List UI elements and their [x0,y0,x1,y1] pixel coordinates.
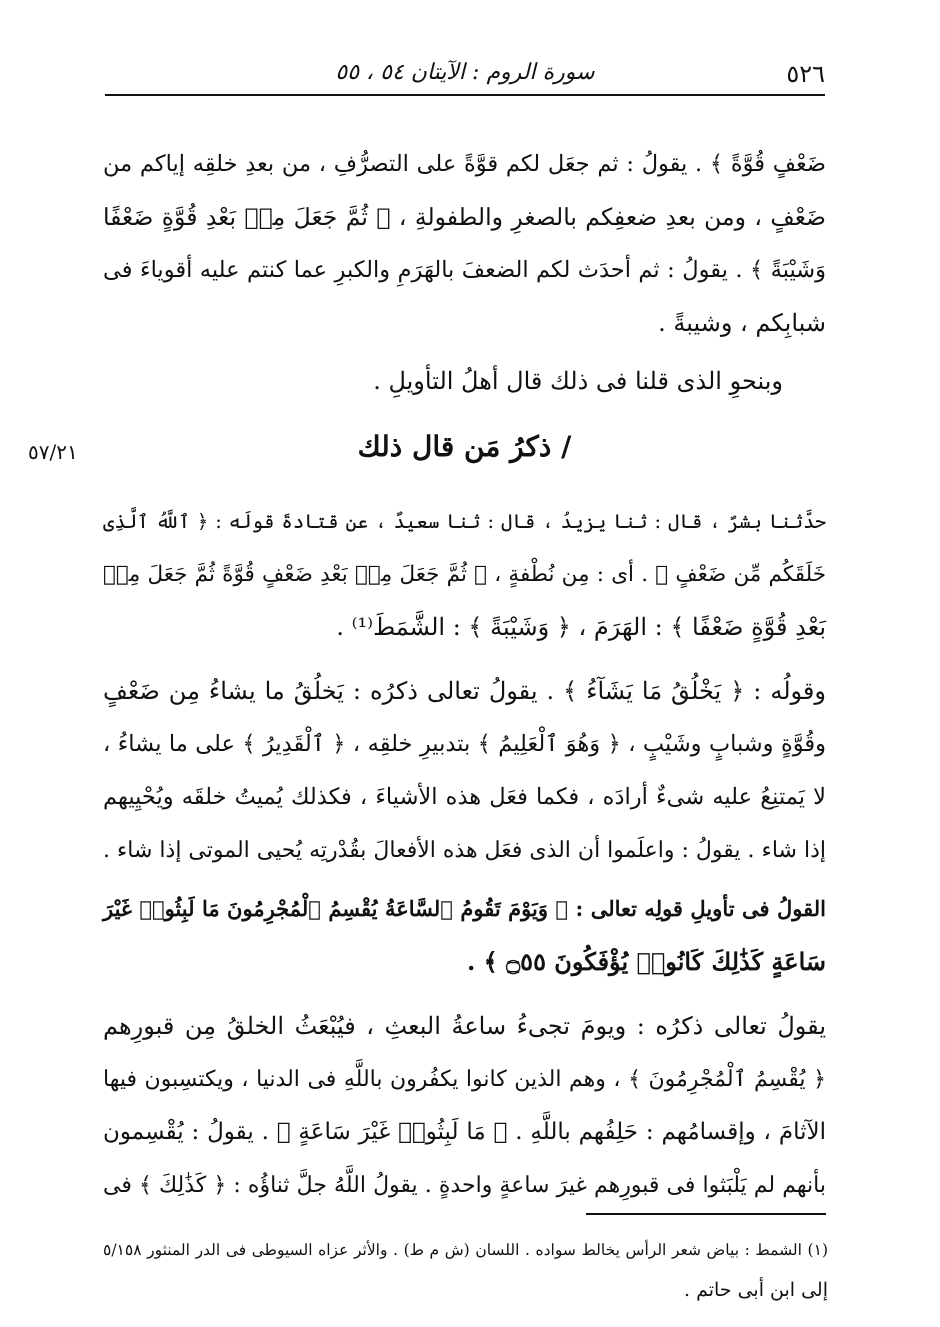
page-number: ٥٢٦ [786,60,825,88]
text-line: وقولُه : ﴿ يَخْلُقُ مَا يَشَآءُ ﴾ . يقولُ تعالى ذكرُه : يَخلُقُ ما يشاءُ مِن ضَعْفٍ [103,677,826,705]
section-subheading: / ذكرُ مَن قال ذلك [357,430,572,463]
hadith-paragraph [103,495,826,654]
text-line: لا يَمتنِعُ عليه شىءٌ أرادَه ، فكما فعَل هذه الأشياءَ ، فكذلك يُميتُ خلقَه ويُحْيِيهم [103,784,826,810]
paragraph-2 [103,355,783,408]
text-line: وقُوَّةٍ وشبابٍ وشَيْبٍ ، ﴿ وَهُوَ ٱلْعَلِيمُ ﴾ بتدبيرِ خلقِه ، ﴿ ٱلْقَدِيرُ ﴾ على ما يشاءُ ، [103,731,826,757]
text-line: خَلَقَكُم مِّن ضَعْفٍ ﴾ . أى : مِن نُطْفةٍ ، ﴿ ثُمَّ جَعَلَ مِنۢ بَعْدِ ضَعْفٍ قُوَّةً ثُمَّ جَعَلَ مِنۢ [103,562,826,587]
paragraph-4 [103,1000,826,1212]
text-line: إذا شاء . يقولُ : واعلَموا أن الذى فعَل هذه الأفعالَ بقُدْرتِه يُحيى الموتى إذا شاء . [102,838,826,863]
footnote-line: (١) الشمط : بياض شعر الرأس يخالط سواده . اللسان (ش م ط) . والأثر عزاه السيوطى فى الدر المنثور ٥/١٥٨ [103,1241,828,1259]
text-line: ضَعْفٍ ، ومن بعدِ ضعفِكم بالصغرِ والطفولةِ ، ﴿ ثُمَّ جَعَلَ مِنۢ بَعْدِ قُوَّةٍ ضَعْفًا [103,203,826,231]
running-title: سورة الروم : الآيتان ٥٤ ، ٥٥ [335,60,595,85]
text-line: وبنحوِ الذى قلنا فى ذلك قال أهلُ التأويلِ . [373,367,783,395]
text-line: ضَعْفٍ قُوَّةً ﴾ . يقولُ : ثم جعَل لكم قوَّةً على التصرُّفِ ، من بعدِ خلقِه إياكم من [103,151,826,177]
text-line: الآثامَ ، وإقسامُهم : حَلِفُهم باللَّهِ . ﴿ مَا لَبِثُوا۟ غَيْرَ سَاعَةٍ ﴾ . يقولُ : يُقْسِمون [103,1119,826,1145]
text-line: بَعْدِ قُوَّةٍ ضَعْفًا ﴾ : الهَرَمَ ، ﴿ وَشَيْبَةً ﴾ : الشَّمَطَ⁽¹⁾ . [336,613,826,641]
page-header [105,52,825,96]
margin-reference: ٥٧/٢١ [28,440,78,464]
paragraph-1 [103,138,826,350]
paragraph-3 [103,665,826,877]
text-line: بأنهم لم يَلْبَثوا فى قبورِهم غيرَ ساعةٍ واحدةٍ . يقولُ اللَّهُ جلَّ ثناؤُه : ﴿ كَذَٰلِكَ ﴾ فى [103,1173,826,1198]
text-line: القولُ فى تأويلِ قولِه تعالى : ﴿ وَيَوْمَ تَقُومُ ٱلسَّاعَةُ يُقْسِمُ ٱلْمُجْرِمُونَ مَا لَبِثُوا۟ غَيْرَ [103,896,826,921]
text-line: سَاعَةٍ كَذَٰلِكَ كَانُوا۟ يُؤْفَكُونَ ۝٥٥ ﴾ . [466,947,826,976]
footnotes [103,1230,828,1310]
text-line: حدَّثنا بشرٌ ، قال : ثنا يزيدُ ، قال : ثنا سعيدٌ ، عن قتادةَ قولَه : ﴿ ٱللَّهُ ٱلَّذِى [103,510,826,533]
footnote-rule [586,1213,826,1215]
text-line: ﴿ يُقْسِمُ ٱلْمُجْرِمُونَ ﴾ ، وهم الذين كانوا يكفُرون باللَّهِ فى الدنيا ، ويكتسِبون فيها [103,1067,826,1092]
text-line: شبابِكم ، وشيبةً . [658,309,826,337]
text-line: يقولُ تعالى ذكرُه : ويومَ تجىءُ ساعةُ البعثِ ، فيُبْعَثُ الخلقُ مِن قبورِهم [103,1012,826,1040]
text-line: وَشَيْبَةً ﴾ . يقولُ : ثم أحدَث لكم الضعفَ بالهَرَمِ والكبرِ عما كنتم عليه أقوياءَ فى [103,257,826,283]
footnote-line: إلى ابن أبى حاتم . [683,1279,828,1301]
verse-heading [103,882,826,988]
header-rule [105,94,825,96]
